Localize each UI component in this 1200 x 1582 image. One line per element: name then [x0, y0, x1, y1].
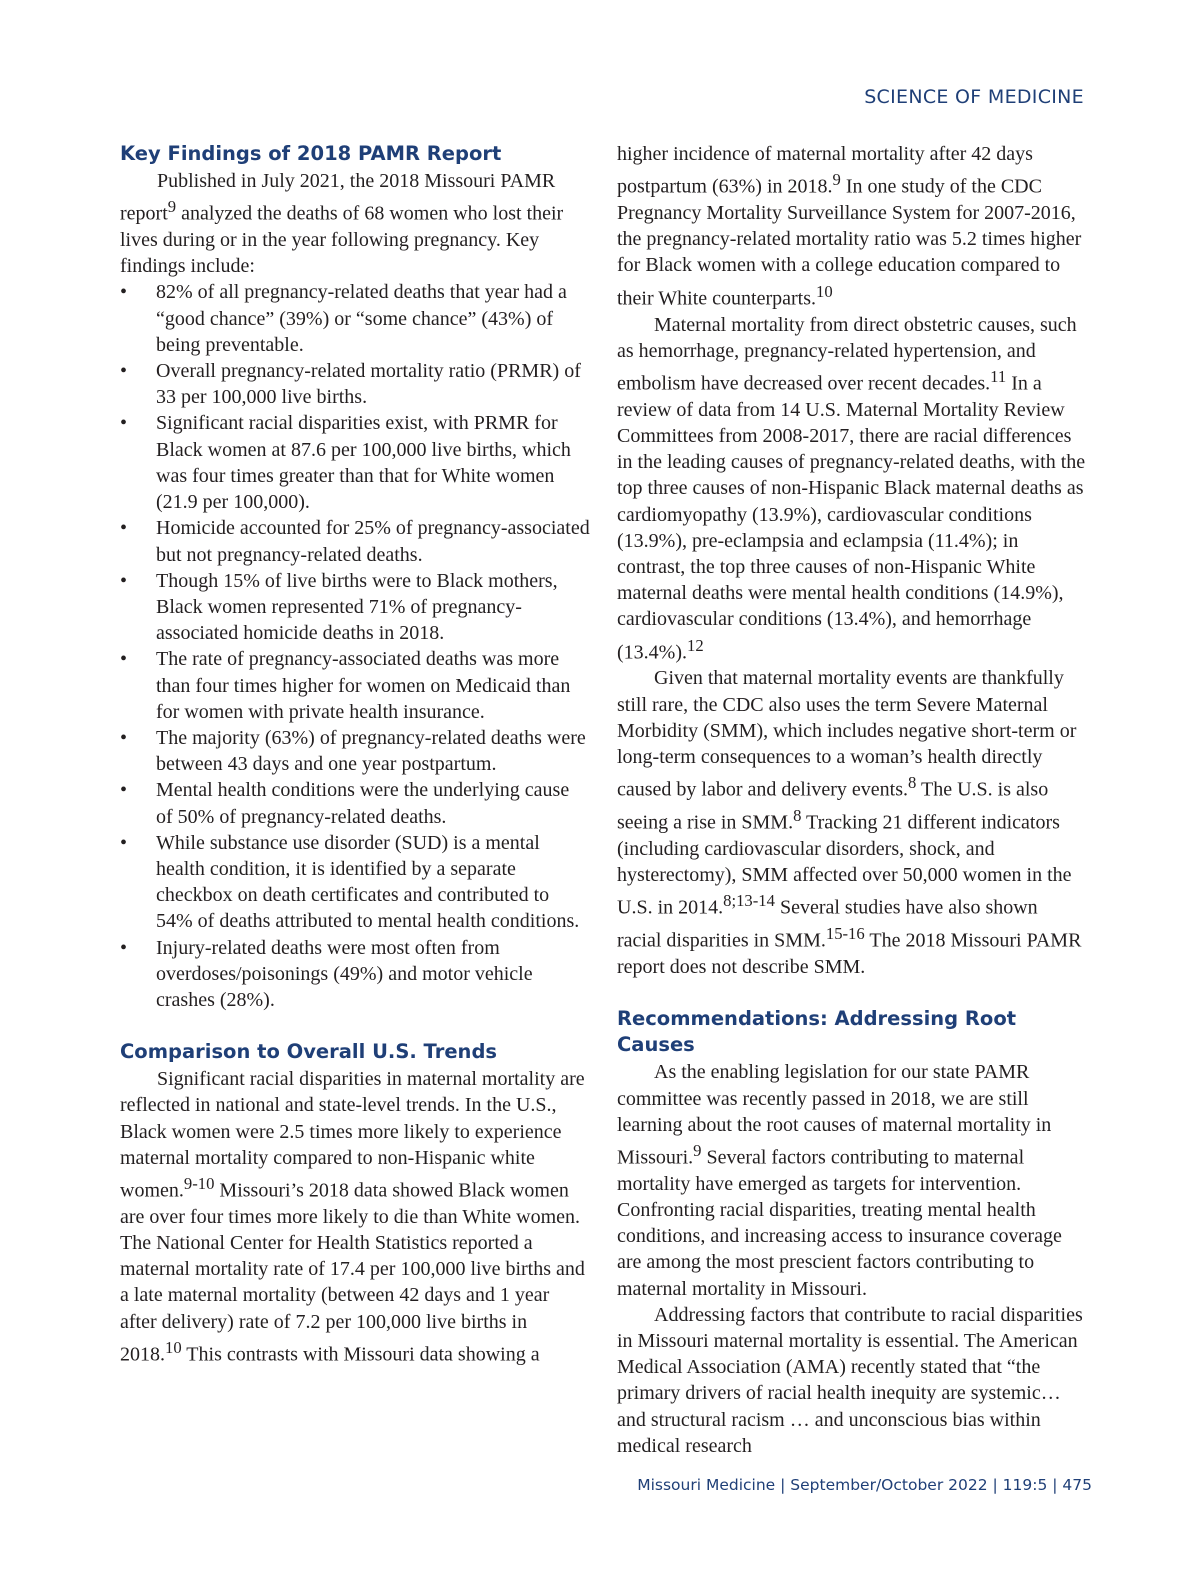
paragraph-obstetric-causes: Maternal mortality from direct obstetric causes, such as hemorrhage, pregnancy-related hypertension, and embolism have decreased over recent decades.$^{11}$ In a review of data from 14 U.S. Maternal Mortality Review Committees from 2008-2017, there are racial differences in the leading causes of pregnancy-related deaths, with the top three causes of non-Hispanic Black maternal deaths as cardiomyopathy (13.9%), cardiovascular conditions (13.9%), pre-eclampsia and eclampsia (11.4%); in contrast, the top three causes of non-Hispanic White maternal deaths were mental health conditions (14.9%), cardiovascular conditions (13.4%), and hemorrhage (13.4%).$^{12}$ [617, 313, 1086, 664]
footnote-ref[interactable]: 9 [167, 197, 177, 217]
list-item: • 82% of all pregnancy-related deaths that year had a “good chance” (39%) or “some chance” (43%) of being preventable. [120, 281, 567, 356]
heading-key-findings: Key Findings of 2018 PAMR Report [120, 142, 502, 165]
paragraph-continued: higher incidence of maternal mortality after 42 days postpartum (63%) in 2018.$^9$ In one study of the CDC Pregnancy Mortality Surveillance System for 2007-2016, the pregnancy-related mortality ratio was 5.2 times higher for Black women with a college education compared to their White counterparts.$^{10}$ [617, 143, 1082, 310]
footnote-ref[interactable]: 8;13-14 [723, 891, 775, 911]
page-footer: Missouri Medicine | September/October 2022 | 119:5 | 475 [637, 1476, 1092, 1494]
list-item: • Overall pregnancy-related mortality ratio (PRMR) of 33 per 100,000 live births. [120, 360, 581, 409]
key-findings-list [120, 279, 590, 1013]
footnote-ref[interactable]: 11 [990, 366, 1007, 386]
bullet-icon: • [120, 569, 128, 592]
list-item: • While substance use disorder (SUD) is a mental health condition, it is identified by a separate checkbox on death certificates and contributed to 54% of deaths attributed to mental health conditions. [120, 831, 580, 933]
list-item: • Injury-related deaths were most often from overdoses/poisonings (49%) and motor vehicle crashes (28%). [120, 936, 533, 1011]
list-item: • Homicide accounted for 25% of pregnancy-associated but not pregnancy-related deaths. [120, 517, 590, 566]
paragraph-racial-disparities: Addressing factors that contribute to racial disparities in Missouri maternal mortality is essential. The American Medical Association (AMA) recently stated that “the primary drivers of racial health inequity are systemic… and structural racism … and unconscious bias within medical research [617, 1303, 1083, 1457]
bullet-icon: • [120, 281, 128, 304]
footnote-ref[interactable]: 15-16 [825, 924, 865, 944]
running-head: SCIENCE OF MEDICINE [864, 86, 1084, 108]
list-item: • Significant racial disparities exist, with PRMR for Black women at 87.6 per 100,000 live births, which was four times greater than that for White women (21.9 per 100,000). [120, 412, 571, 514]
footnote-ref[interactable]: 10 [165, 1337, 182, 1357]
bullet-icon: • [120, 648, 128, 671]
footnote-ref[interactable]: 9 [693, 1140, 702, 1160]
list-item: • Though 15% of live births were to Black mothers, Black women represented 71% of pregnancy-associated homicide deaths in 2018. [120, 569, 558, 645]
bullet-icon: • [120, 726, 128, 749]
bullet-icon: • [120, 831, 128, 854]
list-item: • The majority (63%) of pregnancy-related deaths were between 43 days and one year postpartum. [120, 726, 586, 776]
paragraph-recommendations: As the enabling legislation for our state PAMR committee was recently passed in 2018, we are still learning about the root causes of maternal mortality in Missouri.$^9$ Several factors contributing to maternal mortality have emerged as targets for intervention. Confronting racial disparities, treating mental health conditions, and increasing access to insurance coverage are among the most prescient factors contributing to maternal mortality in Missouri. [617, 1061, 1062, 1300]
heading-us-trends: Comparison to Overall U.S. Trends [120, 1040, 498, 1064]
bullet-icon: • [120, 779, 128, 802]
list-item: • Mental health conditions were the underlying cause of 50% of pregnancy-related deaths. [120, 779, 570, 828]
paragraph-smm: Given that maternal mortality events are thankfully still rare, the CDC also uses the term Severe Maternal Morbidity (SMM), which includes negative short-term or long-term consequences to a woman’s health directly caused by labor and delivery events.$^8$ The U.S. is also seeing a rise in SMM.$^8$ Tracking 21 different indicators (including cardiovascular disorders, shock, and hysterectomy), SMM affected over 50,000 women in the U.S. in 2014.$^{8;13-14}$ Several studies have also shown racial disparities in SMM.$^{15-16}$ The 2018 Missouri PAMR report does not describe SMM. [617, 667, 1082, 979]
bullet-icon: • [120, 360, 128, 383]
list-item: • The rate of pregnancy-associated deaths was more than four times higher for women on Medicaid than for women with private health insurance. [120, 648, 571, 723]
footnote-ref[interactable]: 10 [816, 281, 833, 301]
left-column [120, 141, 590, 1368]
heading-recommendations: Recommendations: Addressing Root Causes [617, 1007, 1017, 1057]
paragraph-us-trends: Significant racial disparities in maternal mortality are reflected in national and state-level trends. In the U.S., Black women were 2.5 times more likely to experience maternal mortality compared to non-Hispanic white women.$^{9-10}$ Missouri’s 2018 data showed Black women are over four times more likely to die than White women. The National Center for Health Statistics reported a maternal mortality rate of 17.4 per 100,000 live births and a late maternal mortality (between 42 days and 1 year after delivery) rate of 7.2 per 100,000 live births in 2018.10 This contrasts with Missouri data showing a [120, 1068, 585, 1366]
footnote-ref[interactable]: 9 [832, 170, 841, 190]
footnote-ref[interactable]: 8 [793, 806, 802, 826]
bullet-icon: • [120, 517, 128, 540]
footnote-ref[interactable]: 9-10 [183, 1173, 215, 1193]
bullet-icon: • [120, 936, 128, 959]
right-column [617, 141, 1087, 1459]
footnote-ref[interactable]: 8 [908, 773, 917, 793]
footnote-ref[interactable]: 12 [686, 635, 704, 655]
paragraph-key-findings-intro: Published in July 2021, the 2018 Missouri PAMR report$^9$ analyzed the deaths of 68 women who lost their lives during or in the year following pregnancy. Key findings include: [120, 170, 564, 278]
bullet-icon: • [120, 412, 128, 435]
